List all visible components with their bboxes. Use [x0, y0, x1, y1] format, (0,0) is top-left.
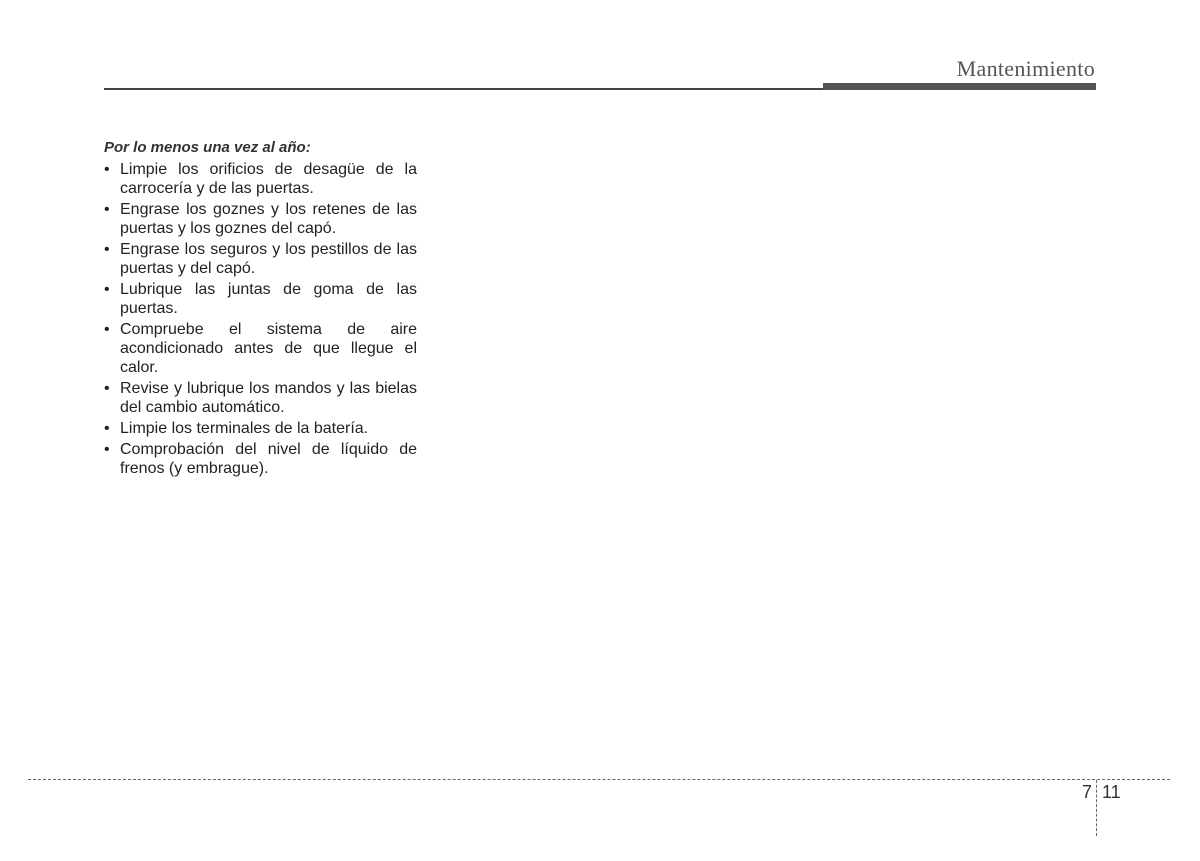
section-title: Mantenimiento: [956, 56, 1095, 81]
list-item-text: Limpie los orificios de desagüe de la carrocería y de las puertas.: [120, 161, 417, 197]
bullet-icon: •: [104, 201, 110, 218]
list-item-text: Limpie los terminales de la batería.: [120, 420, 369, 437]
list-item: [104, 160, 417, 198]
list-item: [104, 200, 417, 238]
list-item-text: Revise y lubrique los mandos y las bielas del cambio automático.: [120, 380, 417, 416]
list-item: [104, 280, 417, 318]
list-item-text: Lubrique las juntas de goma de las puertas.: [120, 281, 417, 317]
list-item: [104, 440, 417, 478]
maintenance-list: [104, 160, 417, 478]
list-item-text: Comprobación del nivel de líquido de frenos (y embrague).: [120, 441, 417, 477]
list-item: [104, 379, 417, 417]
list-item-text: Engrase los seguros y los pestillos de las puertas y del capó.: [120, 241, 417, 277]
bullet-icon: •: [104, 281, 110, 298]
bullet-icon: •: [104, 441, 110, 458]
list-item-text: Compruebe el sistema de aire acondicionado antes de que llegue el calor.: [120, 321, 417, 376]
main-content: [104, 138, 417, 480]
bullet-icon: •: [104, 380, 110, 397]
bullet-icon: •: [104, 420, 110, 437]
page-number: 11: [1102, 782, 1121, 802]
header-rule-accent: [823, 83, 1096, 90]
list-item: [104, 419, 417, 438]
list-item-text: Engrase los goznes y los retenes de las puertas y los goznes del capó.: [120, 201, 417, 237]
bullet-icon: •: [104, 161, 110, 178]
footer-divider: [1096, 780, 1097, 836]
bullet-icon: •: [104, 241, 110, 258]
list-item: [104, 240, 417, 278]
bullet-icon: •: [104, 321, 110, 338]
header-rule: [104, 88, 824, 90]
section-heading: Por lo menos una vez al año:: [104, 139, 311, 156]
footer-rule: [28, 779, 1170, 780]
list-item: [104, 320, 417, 377]
chapter-number: 7: [1081, 782, 1092, 802]
